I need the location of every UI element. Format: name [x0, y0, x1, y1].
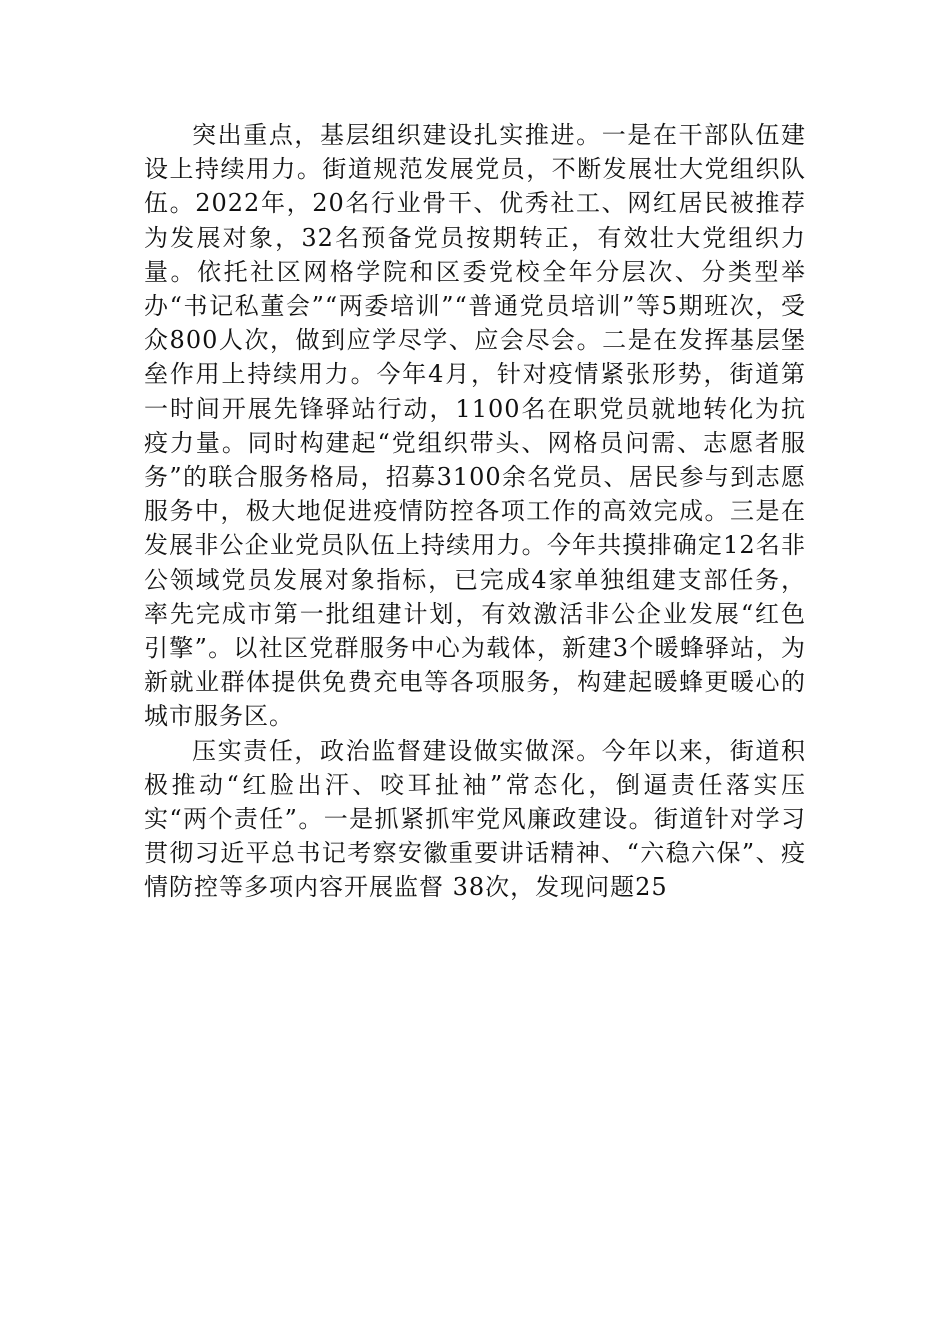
- paragraph-political-supervision: 压实责任，政治监督建设做实做深。今年以来，街道积极推动“红脸出汗、咬耳扯袖”常态化，倒逼责任落实压实“两个责任”。一是抓紧抓牢党风廉政建设。街道针对学习贯彻习近平总书记考察安徽重要讲话精神、“六稳六保”、疫情防控等多项内容开展监督 38次，发现问题25: [144, 736, 806, 902]
- document-body: [144, 118, 806, 905]
- paragraph-grassroots-organization: 突出重点，基层组织建设扎实推进。一是在干部队伍建设上持续用力。街道规范发展党员，不断发展壮大党组织队伍。2022年，20名行业骨干、优秀社工、网红居民被推荐为发展对象，32名预备党员按期转正，有效壮大党组织力量。依托社区网格学院和区委党校全年分层次、分类型举办“书记私董会”“两委培训”“普通党员培训”等5期班次，受众800人次，做到应学尽学、应会尽会。二是在发挥基层堡垒作用上持续用力。今年4月，针对疫情紧张形势，街道第一时间开展先锋驿站行动，1100名在职党员就地转化为抗疫力量。同时构建起“党组织带头、网格员问需、志愿者服务”的联合服务格局，招募3100余名党员、居民参与到志愿服务中，极大地促进疫情防控各项工作的高效完成。三是在发展非公企业党员队伍上持续用力。今年共摸排确定12名非公领域党员发展对象指标，已完成4家单独组建支部任务，率先完成市第一批组建计划，有效激活非公企业发展“红色引擎”。以社区党群服务中心为载体，新建3个暖蜂驿站，为新就业群体提供免费充电等各项服务，构建起暖蜂更暖心的城市服务区。: [144, 121, 806, 731]
